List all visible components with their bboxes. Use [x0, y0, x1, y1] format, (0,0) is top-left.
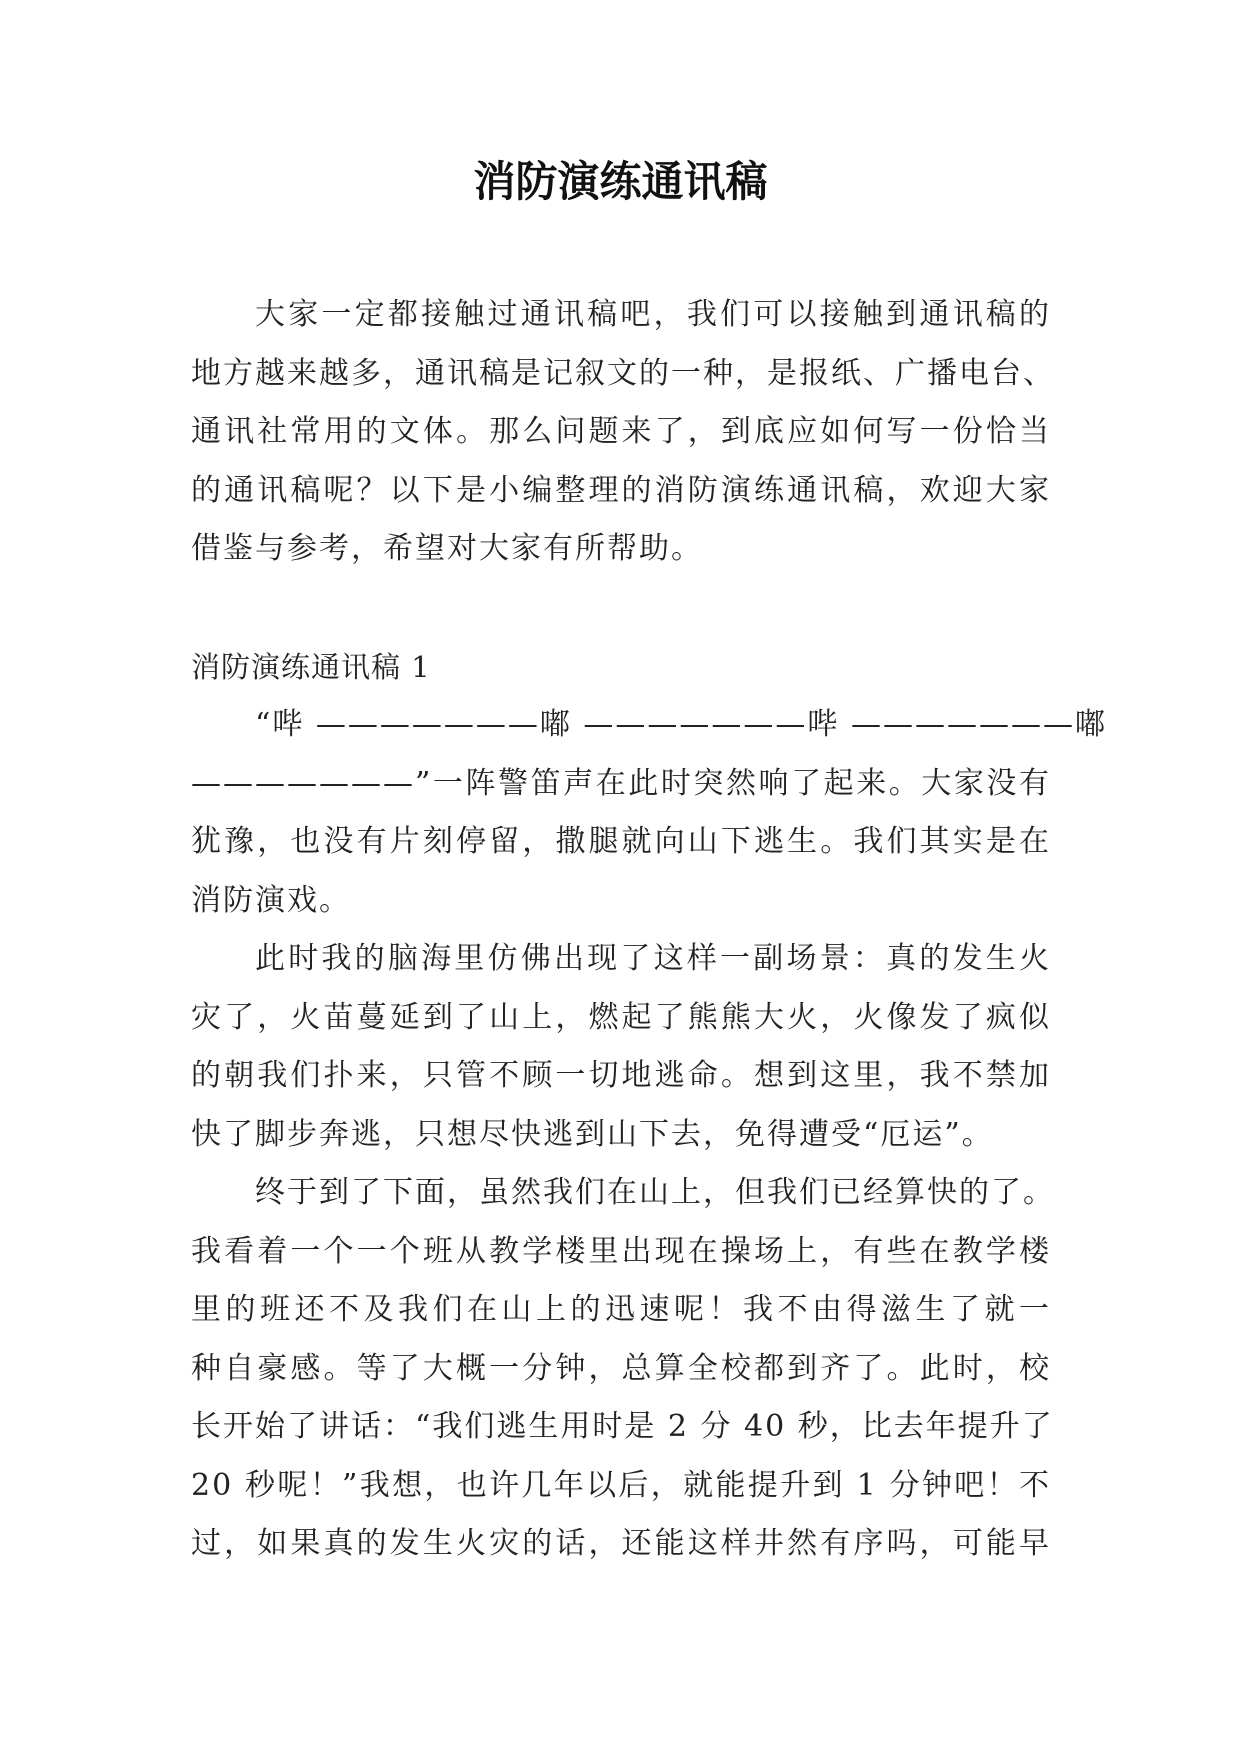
body-paragraph [191, 930, 1051, 1164]
text-line: 长开始了讲话：“我们逃生用时是 2 分 40 秒，比去年提升了 [191, 1409, 1054, 1444]
text-line: 20 秒呢！”我想，也许几年以后，就能提升到 1 分钟吧！不 [191, 1467, 1051, 1503]
text-line: 我看着一个一个班从教学楼里出现在操场上，有些在教学楼 [191, 1233, 1051, 1269]
section-heading: 消防演练通讯稿 1 [191, 649, 431, 684]
text-line: 终于到了下面，虽然我们在山上，但我们已经算快的了。 [255, 1175, 1055, 1210]
document-title: 消防演练通讯稿 [473, 157, 768, 206]
text-line: 过，如果真的发生火灾的话，还能这样井然有序吗，可能早 [191, 1526, 1051, 1561]
text-line: 消防演戏。 [191, 882, 351, 918]
text-line: ———————”一阵警笛声在此时突然响了起来。大家没有 [191, 765, 1051, 801]
text-line: 种自豪感。等了大概一分钟，总算全校都到齐了。此时，校 [191, 1350, 1051, 1386]
text-line: 灾了，火苗蔓延到了山上，燃起了熊熊大火，火像发了疯似 [191, 999, 1051, 1035]
text-line: 快了脚步奔逃，只想尽快逃到山下去，免得遭受“厄运”。 [191, 1116, 994, 1152]
text-line: “哔 ———————嘟 ———————哔 ———————嘟 [255, 707, 1107, 742]
document-body [191, 286, 1107, 1574]
intro-paragraph [191, 286, 1055, 579]
text-line: 地方越来越多，通讯稿是记叙文的一种，是报纸、广播电台、 [191, 355, 1055, 391]
text-line: 此时我的脑海里仿佛出现了这样一副场景：真的发生火 [255, 941, 1051, 976]
body-paragraph [191, 1164, 1055, 1574]
text-line: 犹豫，也没有片刻停留，撒腿就向山下逃生。我们其实是在 [191, 824, 1051, 859]
body-paragraph [191, 696, 1107, 930]
text-line: 借鉴与参考，希望对大家有所帮助。 [191, 531, 703, 566]
text-line: 的朝我们扑来，只管不顾一切地逃命。想到这里，我不禁加 [191, 1058, 1051, 1093]
text-line: 大家一定都接触过通讯稿吧，我们可以接触到通讯稿的 [255, 297, 1051, 332]
text-line: 的通讯稿呢？以下是小编整理的消防演练通讯稿，欢迎大家 [191, 472, 1051, 508]
text-line: 通讯社常用的文体。那么问题来了，到底应如何写一份恰当 [191, 414, 1051, 449]
text-line: 里的班还不及我们在山上的迅速呢！我不由得滋生了就一 [191, 1292, 1051, 1327]
